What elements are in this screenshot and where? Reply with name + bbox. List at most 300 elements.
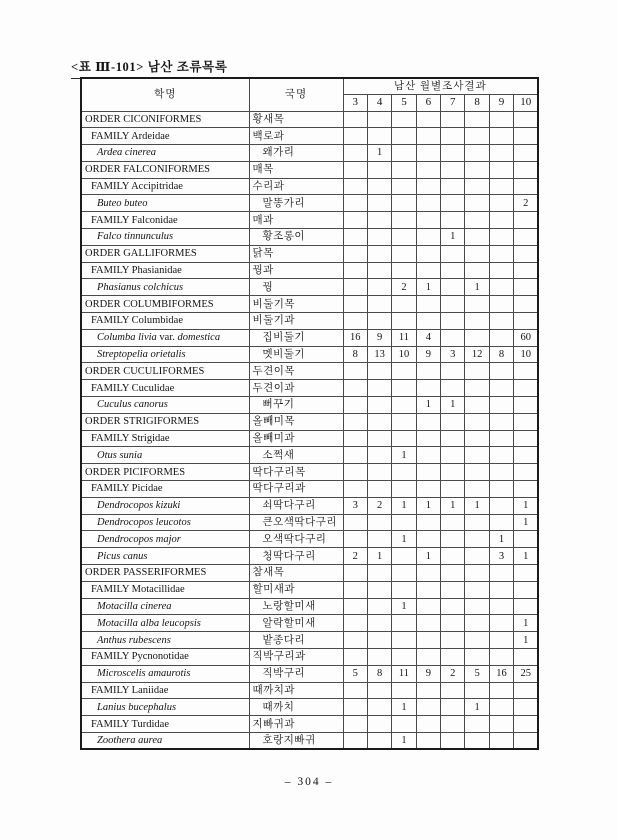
month-count-cell xyxy=(441,531,465,548)
month-count-cell xyxy=(343,380,367,397)
month-count-cell: 2 xyxy=(367,497,391,514)
month-count-cell: 1 xyxy=(416,279,440,296)
month-count-cell xyxy=(514,279,538,296)
month-count-cell xyxy=(343,598,367,615)
month-count-cell xyxy=(441,682,465,699)
month-count-cell xyxy=(416,565,440,582)
month-count-cell xyxy=(416,732,440,749)
month-count-cell xyxy=(441,178,465,195)
month-count-cell xyxy=(465,245,489,262)
month-count-cell xyxy=(514,128,538,145)
month-count-cell xyxy=(441,716,465,733)
month-count-cell xyxy=(367,262,391,279)
table-row xyxy=(81,430,538,447)
table-row xyxy=(81,245,538,262)
scientific-name-cell: Picus canus xyxy=(81,548,249,565)
month-count-cell xyxy=(416,128,440,145)
month-count-cell xyxy=(392,380,416,397)
scientific-name-cell: FAMILY Motacillidae xyxy=(81,581,249,598)
month-count-cell: 1 xyxy=(465,699,489,716)
scientific-name-cell: FAMILY Laniidae xyxy=(81,682,249,699)
column-header-month: 8 xyxy=(465,95,489,112)
month-count-cell xyxy=(416,380,440,397)
column-header-month: 7 xyxy=(441,95,465,112)
column-header-scientific-name: 학명 xyxy=(81,78,249,111)
month-count-cell xyxy=(489,682,513,699)
table-row xyxy=(81,195,538,212)
table-row xyxy=(81,615,538,632)
month-count-cell xyxy=(489,128,513,145)
month-count-cell xyxy=(392,212,416,229)
month-count-cell xyxy=(489,279,513,296)
month-count-cell: 1 xyxy=(514,548,538,565)
month-count-cell xyxy=(343,313,367,330)
month-count-cell xyxy=(343,145,367,162)
month-count-cell xyxy=(367,732,391,749)
month-count-cell xyxy=(367,413,391,430)
month-count-cell xyxy=(441,481,465,498)
month-count-cell xyxy=(465,548,489,565)
month-count-cell xyxy=(416,413,440,430)
month-count-cell xyxy=(367,464,391,481)
scientific-name-cell: Ardea cinerea xyxy=(81,145,249,162)
month-count-cell xyxy=(367,380,391,397)
table-row xyxy=(81,548,538,565)
scientific-name-cell: Microscelis amaurotis xyxy=(81,665,249,682)
scientific-name-cell: ORDER PICIFORMES xyxy=(81,464,249,481)
korean-name-cell: 소쩍새 xyxy=(249,447,343,464)
scientific-name-cell: ORDER GALLIFORMES xyxy=(81,245,249,262)
month-count-cell xyxy=(489,481,513,498)
month-count-cell xyxy=(392,313,416,330)
month-count-cell xyxy=(514,565,538,582)
month-count-cell xyxy=(367,632,391,649)
month-count-cell xyxy=(489,229,513,246)
month-count-cell: 3 xyxy=(343,497,367,514)
column-header-month: 4 xyxy=(367,95,391,112)
month-count-cell xyxy=(489,598,513,615)
month-count-cell xyxy=(343,531,367,548)
month-count-cell xyxy=(465,195,489,212)
month-count-cell xyxy=(465,161,489,178)
month-count-cell xyxy=(392,682,416,699)
column-header-month: 9 xyxy=(489,95,513,112)
month-count-cell xyxy=(343,279,367,296)
month-count-cell xyxy=(416,682,440,699)
month-count-cell xyxy=(392,195,416,212)
month-count-cell: 13 xyxy=(367,346,391,363)
month-count-cell xyxy=(416,245,440,262)
month-count-cell xyxy=(441,413,465,430)
month-count-cell: 1 xyxy=(392,447,416,464)
month-count-cell xyxy=(441,145,465,162)
korean-name-cell: 황새목 xyxy=(249,111,343,128)
korean-name-cell: 매목 xyxy=(249,161,343,178)
korean-name-cell: 올빼미과 xyxy=(249,430,343,447)
month-count-cell xyxy=(465,397,489,414)
month-count-cell xyxy=(465,212,489,229)
month-count-cell xyxy=(465,313,489,330)
month-count-cell xyxy=(465,145,489,162)
month-count-cell xyxy=(367,531,391,548)
month-count-cell xyxy=(489,464,513,481)
month-count-cell: 25 xyxy=(514,665,538,682)
korean-name-cell: 노랑할미새 xyxy=(249,598,343,615)
scientific-name-cell: FAMILY Cuculidae xyxy=(81,380,249,397)
month-count-cell xyxy=(465,413,489,430)
month-count-cell xyxy=(416,363,440,380)
month-count-cell xyxy=(343,632,367,649)
month-count-cell xyxy=(441,329,465,346)
table-row xyxy=(81,699,538,716)
month-count-cell: 1 xyxy=(416,397,440,414)
month-count-cell xyxy=(416,447,440,464)
month-count-cell xyxy=(489,632,513,649)
month-count-cell xyxy=(343,447,367,464)
scientific-name-cell: Falco tinnunculus xyxy=(81,229,249,246)
month-count-cell xyxy=(367,514,391,531)
month-count-cell xyxy=(416,145,440,162)
scientific-name-cell: Anthus rubescens xyxy=(81,632,249,649)
month-count-cell: 1 xyxy=(416,548,440,565)
month-count-cell xyxy=(392,481,416,498)
month-count-cell xyxy=(514,464,538,481)
month-count-cell: 1 xyxy=(392,598,416,615)
korean-name-cell: 할미새과 xyxy=(249,581,343,598)
korean-name-cell: 때까치 xyxy=(249,699,343,716)
month-count-cell: 8 xyxy=(343,346,367,363)
month-count-cell xyxy=(416,296,440,313)
table-row xyxy=(81,716,538,733)
table-row xyxy=(81,329,538,346)
korean-name-cell: 집비둘기 xyxy=(249,329,343,346)
month-count-cell xyxy=(343,699,367,716)
month-count-cell xyxy=(441,514,465,531)
month-count-cell: 11 xyxy=(392,665,416,682)
korean-name-cell: 알락할미새 xyxy=(249,615,343,632)
month-count-cell: 1 xyxy=(441,229,465,246)
korean-name-cell: 수리과 xyxy=(249,178,343,195)
month-count-cell xyxy=(392,111,416,128)
table-row xyxy=(81,598,538,615)
table-row xyxy=(81,632,538,649)
table-row xyxy=(81,413,538,430)
month-count-cell xyxy=(416,632,440,649)
month-count-cell: 2 xyxy=(343,548,367,565)
month-count-cell xyxy=(343,161,367,178)
month-count-cell xyxy=(416,716,440,733)
month-count-cell xyxy=(416,464,440,481)
korean-name-cell: 청딱다구리 xyxy=(249,548,343,565)
table-row xyxy=(81,212,538,229)
korean-name-cell: 밭종다리 xyxy=(249,632,343,649)
month-count-cell xyxy=(489,649,513,666)
month-count-cell xyxy=(416,229,440,246)
month-count-cell xyxy=(392,565,416,582)
scientific-name-cell: Dendrocopos leucotos xyxy=(81,514,249,531)
month-count-cell xyxy=(489,145,513,162)
table-row xyxy=(81,531,538,548)
month-count-cell xyxy=(441,380,465,397)
month-count-cell xyxy=(367,481,391,498)
month-count-cell xyxy=(489,380,513,397)
month-count-cell: 9 xyxy=(416,665,440,682)
month-count-cell xyxy=(514,682,538,699)
month-count-cell xyxy=(441,279,465,296)
scientific-name-cell: ORDER CUCULIFORMES xyxy=(81,363,249,380)
month-count-cell: 4 xyxy=(416,329,440,346)
month-count-cell xyxy=(392,649,416,666)
scientific-name-cell: FAMILY Strigidae xyxy=(81,430,249,447)
month-count-cell xyxy=(367,245,391,262)
month-count-cell: 1 xyxy=(441,397,465,414)
month-count-cell xyxy=(392,397,416,414)
month-count-cell xyxy=(416,531,440,548)
month-count-cell xyxy=(343,481,367,498)
month-count-cell xyxy=(465,329,489,346)
korean-name-cell: 멧비둘기 xyxy=(249,346,343,363)
month-count-cell: 2 xyxy=(441,665,465,682)
month-count-cell xyxy=(514,178,538,195)
month-count-cell: 1 xyxy=(514,615,538,632)
month-count-cell xyxy=(367,128,391,145)
month-count-cell xyxy=(343,128,367,145)
month-count-cell xyxy=(441,447,465,464)
month-count-cell xyxy=(367,313,391,330)
month-count-cell xyxy=(367,279,391,296)
month-count-cell: 1 xyxy=(514,497,538,514)
month-count-cell xyxy=(514,363,538,380)
month-count-cell: 8 xyxy=(489,346,513,363)
month-count-cell xyxy=(367,615,391,632)
month-count-cell xyxy=(441,212,465,229)
month-count-cell xyxy=(489,111,513,128)
korean-name-cell: 두견이목 xyxy=(249,363,343,380)
month-count-cell xyxy=(441,363,465,380)
month-count-cell xyxy=(392,514,416,531)
month-count-cell xyxy=(489,497,513,514)
month-count-cell xyxy=(514,531,538,548)
month-count-cell xyxy=(392,262,416,279)
month-count-cell xyxy=(441,313,465,330)
month-count-cell: 1 xyxy=(465,497,489,514)
month-count-cell xyxy=(441,430,465,447)
month-count-cell xyxy=(441,649,465,666)
scientific-name-cell: FAMILY Accipitridae xyxy=(81,178,249,195)
month-count-cell xyxy=(489,296,513,313)
scientific-name-cell: FAMILY Picidae xyxy=(81,481,249,498)
scientific-name-cell: Phasianus colchicus xyxy=(81,279,249,296)
month-count-cell xyxy=(343,195,367,212)
month-count-cell xyxy=(514,699,538,716)
month-count-cell xyxy=(343,649,367,666)
scientific-name-cell: ORDER STRIGIFORMES xyxy=(81,413,249,430)
table-row xyxy=(81,145,538,162)
month-count-cell xyxy=(465,615,489,632)
month-count-cell xyxy=(489,313,513,330)
month-count-cell xyxy=(416,581,440,598)
table-title: <표 Ⅲ-101> 남산 조류목록 xyxy=(71,57,227,79)
table-row xyxy=(81,161,538,178)
month-count-cell xyxy=(392,413,416,430)
month-count-cell xyxy=(514,716,538,733)
month-count-cell: 1 xyxy=(514,514,538,531)
month-count-cell xyxy=(465,682,489,699)
month-count-cell xyxy=(392,716,416,733)
month-count-cell xyxy=(343,464,367,481)
month-count-cell: 9 xyxy=(367,329,391,346)
korean-name-cell: 두견이과 xyxy=(249,380,343,397)
month-count-cell xyxy=(465,716,489,733)
month-count-cell xyxy=(392,430,416,447)
scientific-name-cell: ORDER COLUMBIFORMES xyxy=(81,296,249,313)
month-count-cell xyxy=(367,581,391,598)
table-row xyxy=(81,262,538,279)
column-header-months-group: 남산 월별조사결과 xyxy=(343,78,538,95)
column-header-month: 3 xyxy=(343,95,367,112)
month-count-cell xyxy=(367,430,391,447)
month-count-cell xyxy=(392,363,416,380)
month-count-cell xyxy=(465,128,489,145)
column-header-month: 6 xyxy=(416,95,440,112)
month-count-cell xyxy=(367,212,391,229)
month-count-cell xyxy=(392,229,416,246)
month-count-cell xyxy=(514,111,538,128)
korean-name-cell: 말똥가리 xyxy=(249,195,343,212)
korean-name-cell: 호랑지빠귀 xyxy=(249,732,343,749)
scientific-name-cell: Lanius bucephalus xyxy=(81,699,249,716)
month-count-cell: 9 xyxy=(416,346,440,363)
month-count-cell xyxy=(416,699,440,716)
month-count-cell xyxy=(392,615,416,632)
table-row xyxy=(81,464,538,481)
page-number: – 304 – xyxy=(284,776,334,788)
table-row xyxy=(81,565,538,582)
month-count-cell xyxy=(392,245,416,262)
month-count-cell xyxy=(514,229,538,246)
month-count-cell xyxy=(489,430,513,447)
table-row xyxy=(81,665,538,682)
month-count-cell xyxy=(367,447,391,464)
month-count-cell xyxy=(367,716,391,733)
korean-name-cell: 비둘기목 xyxy=(249,296,343,313)
table-row xyxy=(81,296,538,313)
month-count-cell: 1 xyxy=(489,531,513,548)
month-count-cell xyxy=(465,380,489,397)
scientific-name-cell: Zoothera aurea xyxy=(81,732,249,749)
korean-name-cell: 황조롱이 xyxy=(249,229,343,246)
table-row xyxy=(81,397,538,414)
month-count-cell: 1 xyxy=(392,699,416,716)
scientific-name-cell: FAMILY Columbidae xyxy=(81,313,249,330)
scientific-name-cell: Motacilla alba leucopsis xyxy=(81,615,249,632)
month-count-cell xyxy=(416,262,440,279)
month-count-cell xyxy=(441,296,465,313)
month-count-cell xyxy=(465,598,489,615)
table-row xyxy=(81,229,538,246)
month-count-cell xyxy=(514,296,538,313)
month-count-cell xyxy=(367,296,391,313)
bird-survey-table xyxy=(80,77,539,750)
month-count-cell xyxy=(465,632,489,649)
month-count-cell xyxy=(465,111,489,128)
month-count-cell xyxy=(465,447,489,464)
month-count-cell xyxy=(514,313,538,330)
month-count-cell xyxy=(441,111,465,128)
month-count-cell xyxy=(441,699,465,716)
month-count-cell xyxy=(343,262,367,279)
korean-name-cell: 꿩 xyxy=(249,279,343,296)
month-count-cell: 16 xyxy=(489,665,513,682)
korean-name-cell: 참새목 xyxy=(249,565,343,582)
month-count-cell xyxy=(367,397,391,414)
scientific-name-cell: FAMILY Phasianidae xyxy=(81,262,249,279)
korean-name-cell: 백로과 xyxy=(249,128,343,145)
month-count-cell xyxy=(416,481,440,498)
month-count-cell xyxy=(416,212,440,229)
month-count-cell xyxy=(441,195,465,212)
month-count-cell xyxy=(514,212,538,229)
month-count-cell xyxy=(441,732,465,749)
month-count-cell xyxy=(514,581,538,598)
month-count-cell xyxy=(514,430,538,447)
month-count-cell xyxy=(489,245,513,262)
table-row xyxy=(81,111,538,128)
month-count-cell xyxy=(392,128,416,145)
month-count-cell xyxy=(392,178,416,195)
month-count-cell xyxy=(416,161,440,178)
korean-name-cell: 꿩과 xyxy=(249,262,343,279)
korean-name-cell: 올빼미목 xyxy=(249,413,343,430)
table-row xyxy=(81,128,538,145)
month-count-cell xyxy=(441,565,465,582)
month-count-cell xyxy=(514,598,538,615)
scientific-name-cell: Dendrocopos major xyxy=(81,531,249,548)
month-count-cell xyxy=(514,161,538,178)
month-count-cell xyxy=(441,262,465,279)
column-header-korean-name: 국명 xyxy=(249,78,343,111)
month-count-cell xyxy=(465,430,489,447)
month-count-cell: 5 xyxy=(343,665,367,682)
month-count-cell xyxy=(489,363,513,380)
table-row xyxy=(81,732,538,749)
month-count-cell xyxy=(441,245,465,262)
scientific-name-cell: ORDER CICONIFORMES xyxy=(81,111,249,128)
month-count-cell: 10 xyxy=(392,346,416,363)
month-count-cell xyxy=(343,212,367,229)
month-count-cell xyxy=(489,581,513,598)
month-count-cell xyxy=(489,699,513,716)
month-count-cell xyxy=(465,262,489,279)
month-count-cell xyxy=(489,195,513,212)
table-row xyxy=(81,682,538,699)
month-count-cell xyxy=(441,128,465,145)
month-count-cell xyxy=(489,262,513,279)
month-count-cell: 1 xyxy=(367,548,391,565)
month-count-cell xyxy=(392,632,416,649)
month-count-cell xyxy=(489,716,513,733)
month-count-cell xyxy=(514,732,538,749)
month-count-cell xyxy=(489,212,513,229)
scientific-name-cell: Columba livia var. domestica xyxy=(81,329,249,346)
month-count-cell xyxy=(514,262,538,279)
month-count-cell xyxy=(514,245,538,262)
scientific-name-cell: Dendrocopos kizuki xyxy=(81,497,249,514)
table-row xyxy=(81,581,538,598)
month-count-cell xyxy=(489,615,513,632)
table-row xyxy=(81,380,538,397)
month-count-cell xyxy=(514,481,538,498)
